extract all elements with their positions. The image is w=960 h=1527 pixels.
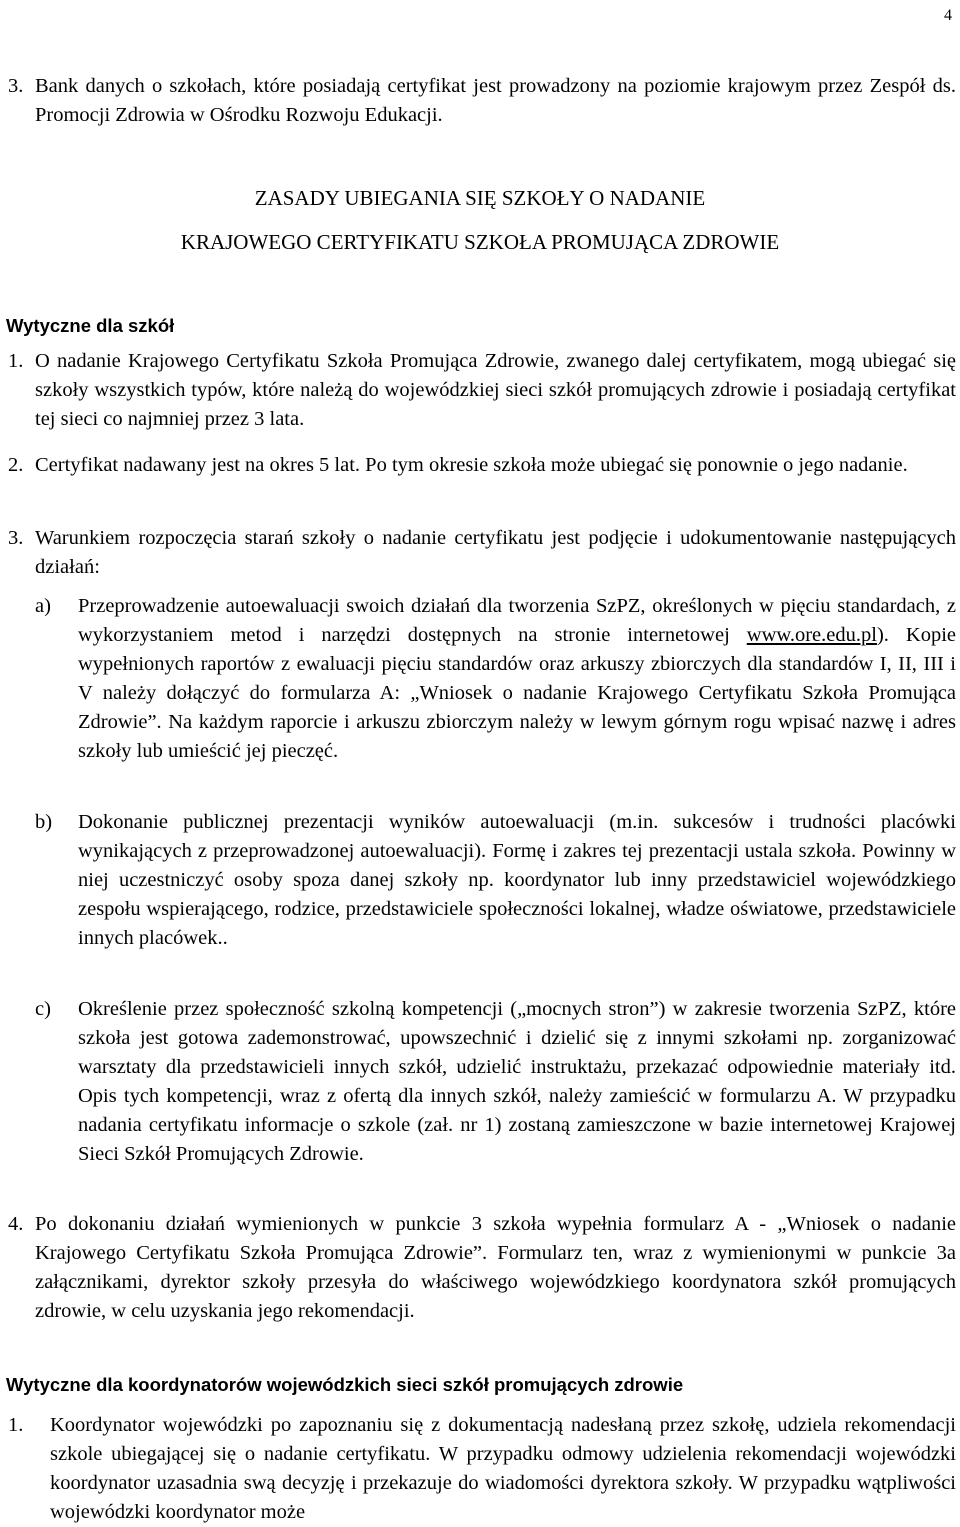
- schools-item-4-number: 4.: [8, 1213, 24, 1235]
- schools-section-title: Wytyczne dla szkół: [6, 315, 175, 336]
- subitem-c-text: Określenie przez społeczność szkolną kompetencji („mocnych stron”) w zakresie tworzenia SzPZ, które szkoła jest gotowa zademonstrować, upowszechnić i dzielić się z innymi szkołami np. zorganizować warsztaty dla przedstawicieli innych szkół, udzielić instruktażu, przekazać odpowiednie materiały itd. Opis tych kompetencji, wraz z ofertą dla innych szkół, należy zamieścić w formularzu A. W przypadku nadania certyfikatu informacje o szkole (zał. nr 1) zostaną zamieszczone w bazie internetowej Krajowej Sieci Szkół Promujących Zdrowie.: [78, 998, 956, 1165]
- coordinators-item-1-number: 1.: [8, 1414, 24, 1436]
- schools-item-3-text: Warunkiem rozpoczęcia starań szkoły o nadanie certyfikatu jest podjęcie i udokumentowanie następujących działań:: [35, 527, 956, 578]
- main-heading-line1: ZASADY UBIEGANIA SIĘ SZKOŁY O NADANIE: [254, 186, 706, 210]
- schools-item-4: [8, 1210, 956, 1326]
- bank-item-number: 3.: [8, 75, 24, 97]
- bank-item-text: Bank danych o szkołach, które posiadają certyfikat jest prowadzony na poziomie krajowym przez Zespół ds. Promocji Zdrowia w Ośrodku Rozwoju Edukacji.: [35, 75, 956, 126]
- subitem-b-letter: b): [35, 811, 53, 833]
- schools-item-2-text: Certyfikat nadawany jest na okres 5 lat. Po tym okresie szkoła może ubiegać się ponownie o jego nadanie.: [35, 454, 908, 476]
- schools-item-3: [8, 524, 956, 582]
- bank-item: [8, 72, 956, 130]
- schools-item-1: [8, 347, 956, 434]
- coordinators-section-title: Wytyczne dla koordynatorów wojewódzkich sieci szkół promujących zdrowie: [6, 1374, 684, 1395]
- subitem-a-text-after: ). Kopie wypełnionych raportów z ewaluacji pięciu standardów oraz arkuszy zbiorczych dla standardów I, II, III i V należy dołączyć do formularza A: „Wniosek o nadanie Krajowego Certyfikatu Szkoła Promująca Zdrowie”. Na każdym raporcie i arkuszu zbiorczym należy w lewym górnym rogu wpisać nazwę i adres szkoły lub umieścić jej pieczęć.: [78, 624, 956, 762]
- main-heading-line2: KRAJOWEGO CERTYFIKATU SZKOŁA PROMUJĄCA ZDROWIE: [180, 230, 780, 254]
- subitem-c-letter: c): [35, 998, 51, 1020]
- subitem-b-text: Dokonanie publicznej prezentacji wyników autoewaluacji (m.in. sukcesów i trudności placówki wynikających z przeprowadzonej autoewaluacji). Formę i zakres tej prezentacji ustala szkoła. Powinny w niej uczestniczyć osoby spoza danej szkoły np. koordynator lub inny przedstawiciel wojewódzkiego zespołu wspierającego, rodzice, przedstawiciele społeczności lokalnej, władze oświatowe, przedstawiciele innych placówek..: [78, 811, 956, 949]
- coordinators-item-1: [8, 1411, 956, 1527]
- subitem-c: [35, 995, 956, 1169]
- coordinators-item-1-text: Koordynator wojewódzki po zapoznaniu się z dokumentacją nadesłaną przez szkołę, udziela rekomendacji szkole ubiegającej się o nadanie certyfikatu. W przypadku odmowy udzielenia rekomendacji wojewódzki koordynator uzasadnia swą decyzję i przekazuje do wiadomości dyrektora szkoły. W przypadku wątpliwości wojewódzki koordynator może: [50, 1414, 956, 1523]
- subitem-a: [35, 592, 956, 766]
- page-number: 4: [944, 7, 952, 24]
- subitem-a-text: [78, 592, 956, 766]
- schools-item-2-number: 2.: [8, 454, 24, 476]
- ore-website-link[interactable]: www.ore.edu.pl: [746, 624, 877, 646]
- subitem-b: [35, 808, 956, 953]
- schools-item-4-text: Po dokonaniu działań wymienionych w punkcie 3 szkoła wypełnia formularz A - „Wniosek o nadanie Krajowego Certyfikatu Szkoła Promująca Zdrowie”. Formularz ten, wraz z wymienionymi w punkcie 3a załącznikami, dyrektor szkoły przesyła do właściwego wojewódzkiego koordynatora szkół promujących zdrowie, w celu uzyskania jego rekomendacji.: [35, 1213, 956, 1322]
- subitem-a-text-before: Przeprowadzenie autoewaluacji swoich działań dla tworzenia SzPZ, określonych w pięciu standardach, z wykorzystaniem metod i narzędzi dostępnych na stronie internetowej: [78, 595, 956, 646]
- schools-item-3-number: 3.: [8, 527, 24, 549]
- subitem-a-letter: a): [35, 595, 51, 617]
- schools-item-2: [8, 451, 956, 480]
- schools-item-1-text: O nadanie Krajowego Certyfikatu Szkoła Promująca Zdrowie, zwanego dalej certyfikatem, mogą ubiegać się szkoły wszystkich typów, które należą do wojewódzkiej sieci szkół promujących zdrowie i posiadają certyfikat tej sieci co najmniej przez 3 lata.: [35, 350, 956, 430]
- schools-item-1-number: 1.: [8, 350, 24, 372]
